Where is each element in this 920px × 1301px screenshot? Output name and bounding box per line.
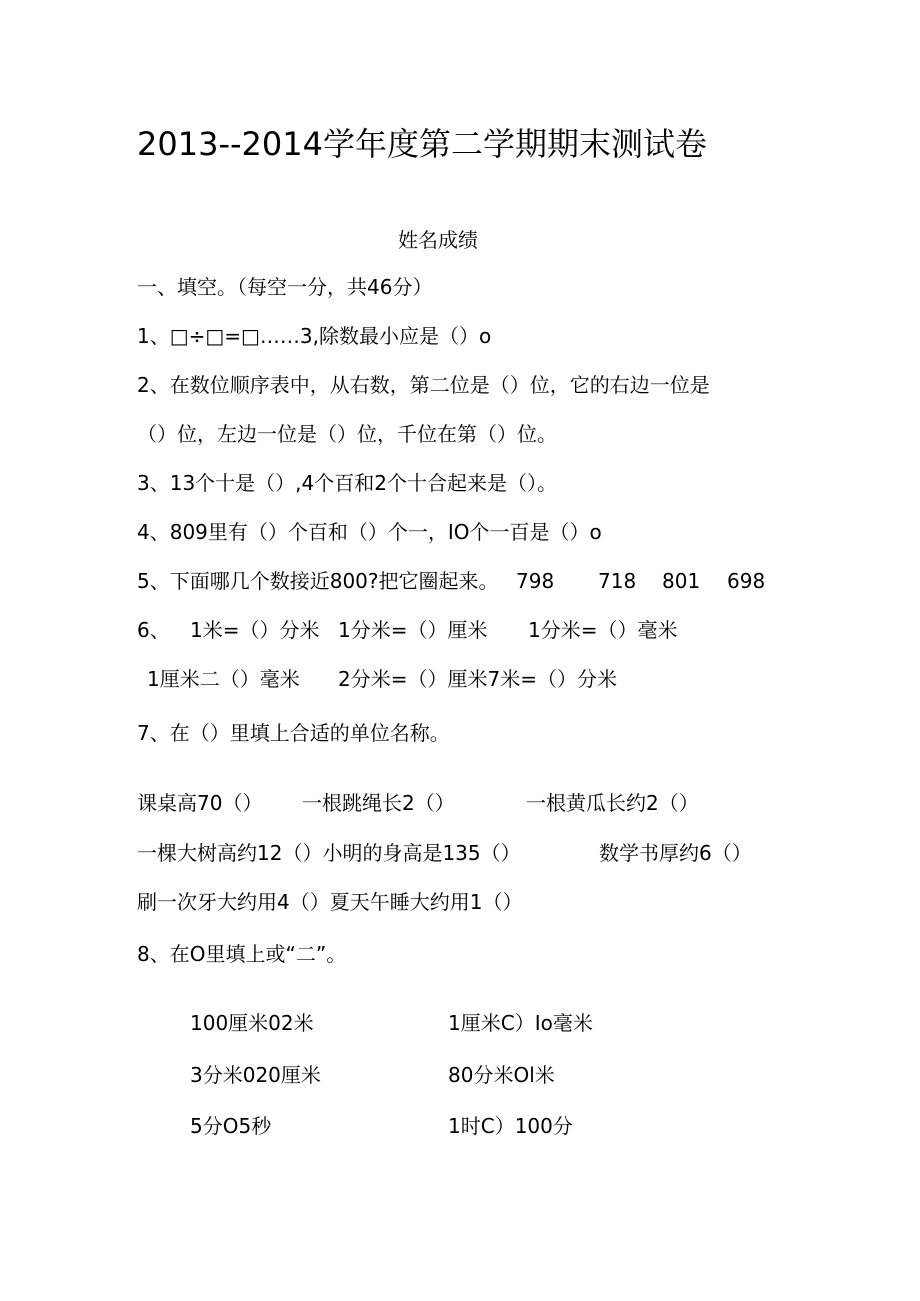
- q5-number: 718: [598, 569, 637, 593]
- question-1: 1、□÷□=□……3,除数最小应是（）o: [137, 324, 492, 348]
- q8-item: 80分米Ol米: [448, 1063, 555, 1087]
- q6-item: 1分米=（）毫米: [528, 618, 678, 642]
- q7-item: 数学书厚约6（）: [599, 841, 752, 865]
- q7-item: 一棵大树高约12（）小明的身高是135（）: [137, 841, 521, 865]
- q6-item: 1厘米二（）毫米: [147, 667, 300, 691]
- question-4: 4、809里有（）个百和（）个一，IO个一百是（）o: [137, 520, 602, 544]
- q6-item: 1分米=（）厘米: [338, 618, 488, 642]
- question-2-line-2: （）位，左边一位是（）位，千位在第（）位。: [137, 422, 557, 446]
- q5-number: 801: [662, 569, 701, 593]
- q8-item: 5分O5秒: [190, 1114, 272, 1138]
- q6-item: 2分米=（）厘米7米=（）分米: [338, 667, 617, 691]
- section-heading: 一、填空。（每空一分，共46分）: [137, 275, 433, 299]
- question-7: 7、在（）里填上合适的单位名称。: [137, 721, 450, 745]
- q8-item: 100厘米02米: [190, 1011, 314, 1035]
- question-2-line-1: 2、在数位顺序表中，从右数，第二位是（）位，它的右边一位是: [137, 373, 710, 397]
- question-8: 8、在O里填上或“二”。: [137, 942, 347, 966]
- page-title: 2013--2014学年度第二学期期末测试卷: [137, 125, 707, 163]
- q8-item: 3分米020厘米: [190, 1063, 321, 1087]
- q5-number: 798: [516, 569, 555, 593]
- q8-item: 1时C）100分: [448, 1114, 573, 1138]
- q7-item: 课桌高70（）: [137, 791, 263, 815]
- q7-item: 刷一次牙大约用4（）夏天午睡大约用1（）: [137, 890, 523, 914]
- q7-item: 一根黄瓜长约2（）: [526, 791, 699, 815]
- q7-item: 一根跳绳长2（）: [302, 791, 455, 815]
- question-5: 5、下面哪几个数接近800?把它圈起来。: [137, 569, 499, 593]
- name-score-label: 姓名成绩: [398, 228, 478, 252]
- question-3: 3、13个十是（）,4个百和2个十合起来是（）。: [137, 471, 557, 495]
- q8-item: 1厘米C）Io毫米: [448, 1011, 593, 1035]
- q6-item: 1米=（）分米: [190, 618, 320, 642]
- question-6-number: 6、: [137, 618, 170, 642]
- q5-number: 698: [727, 569, 766, 593]
